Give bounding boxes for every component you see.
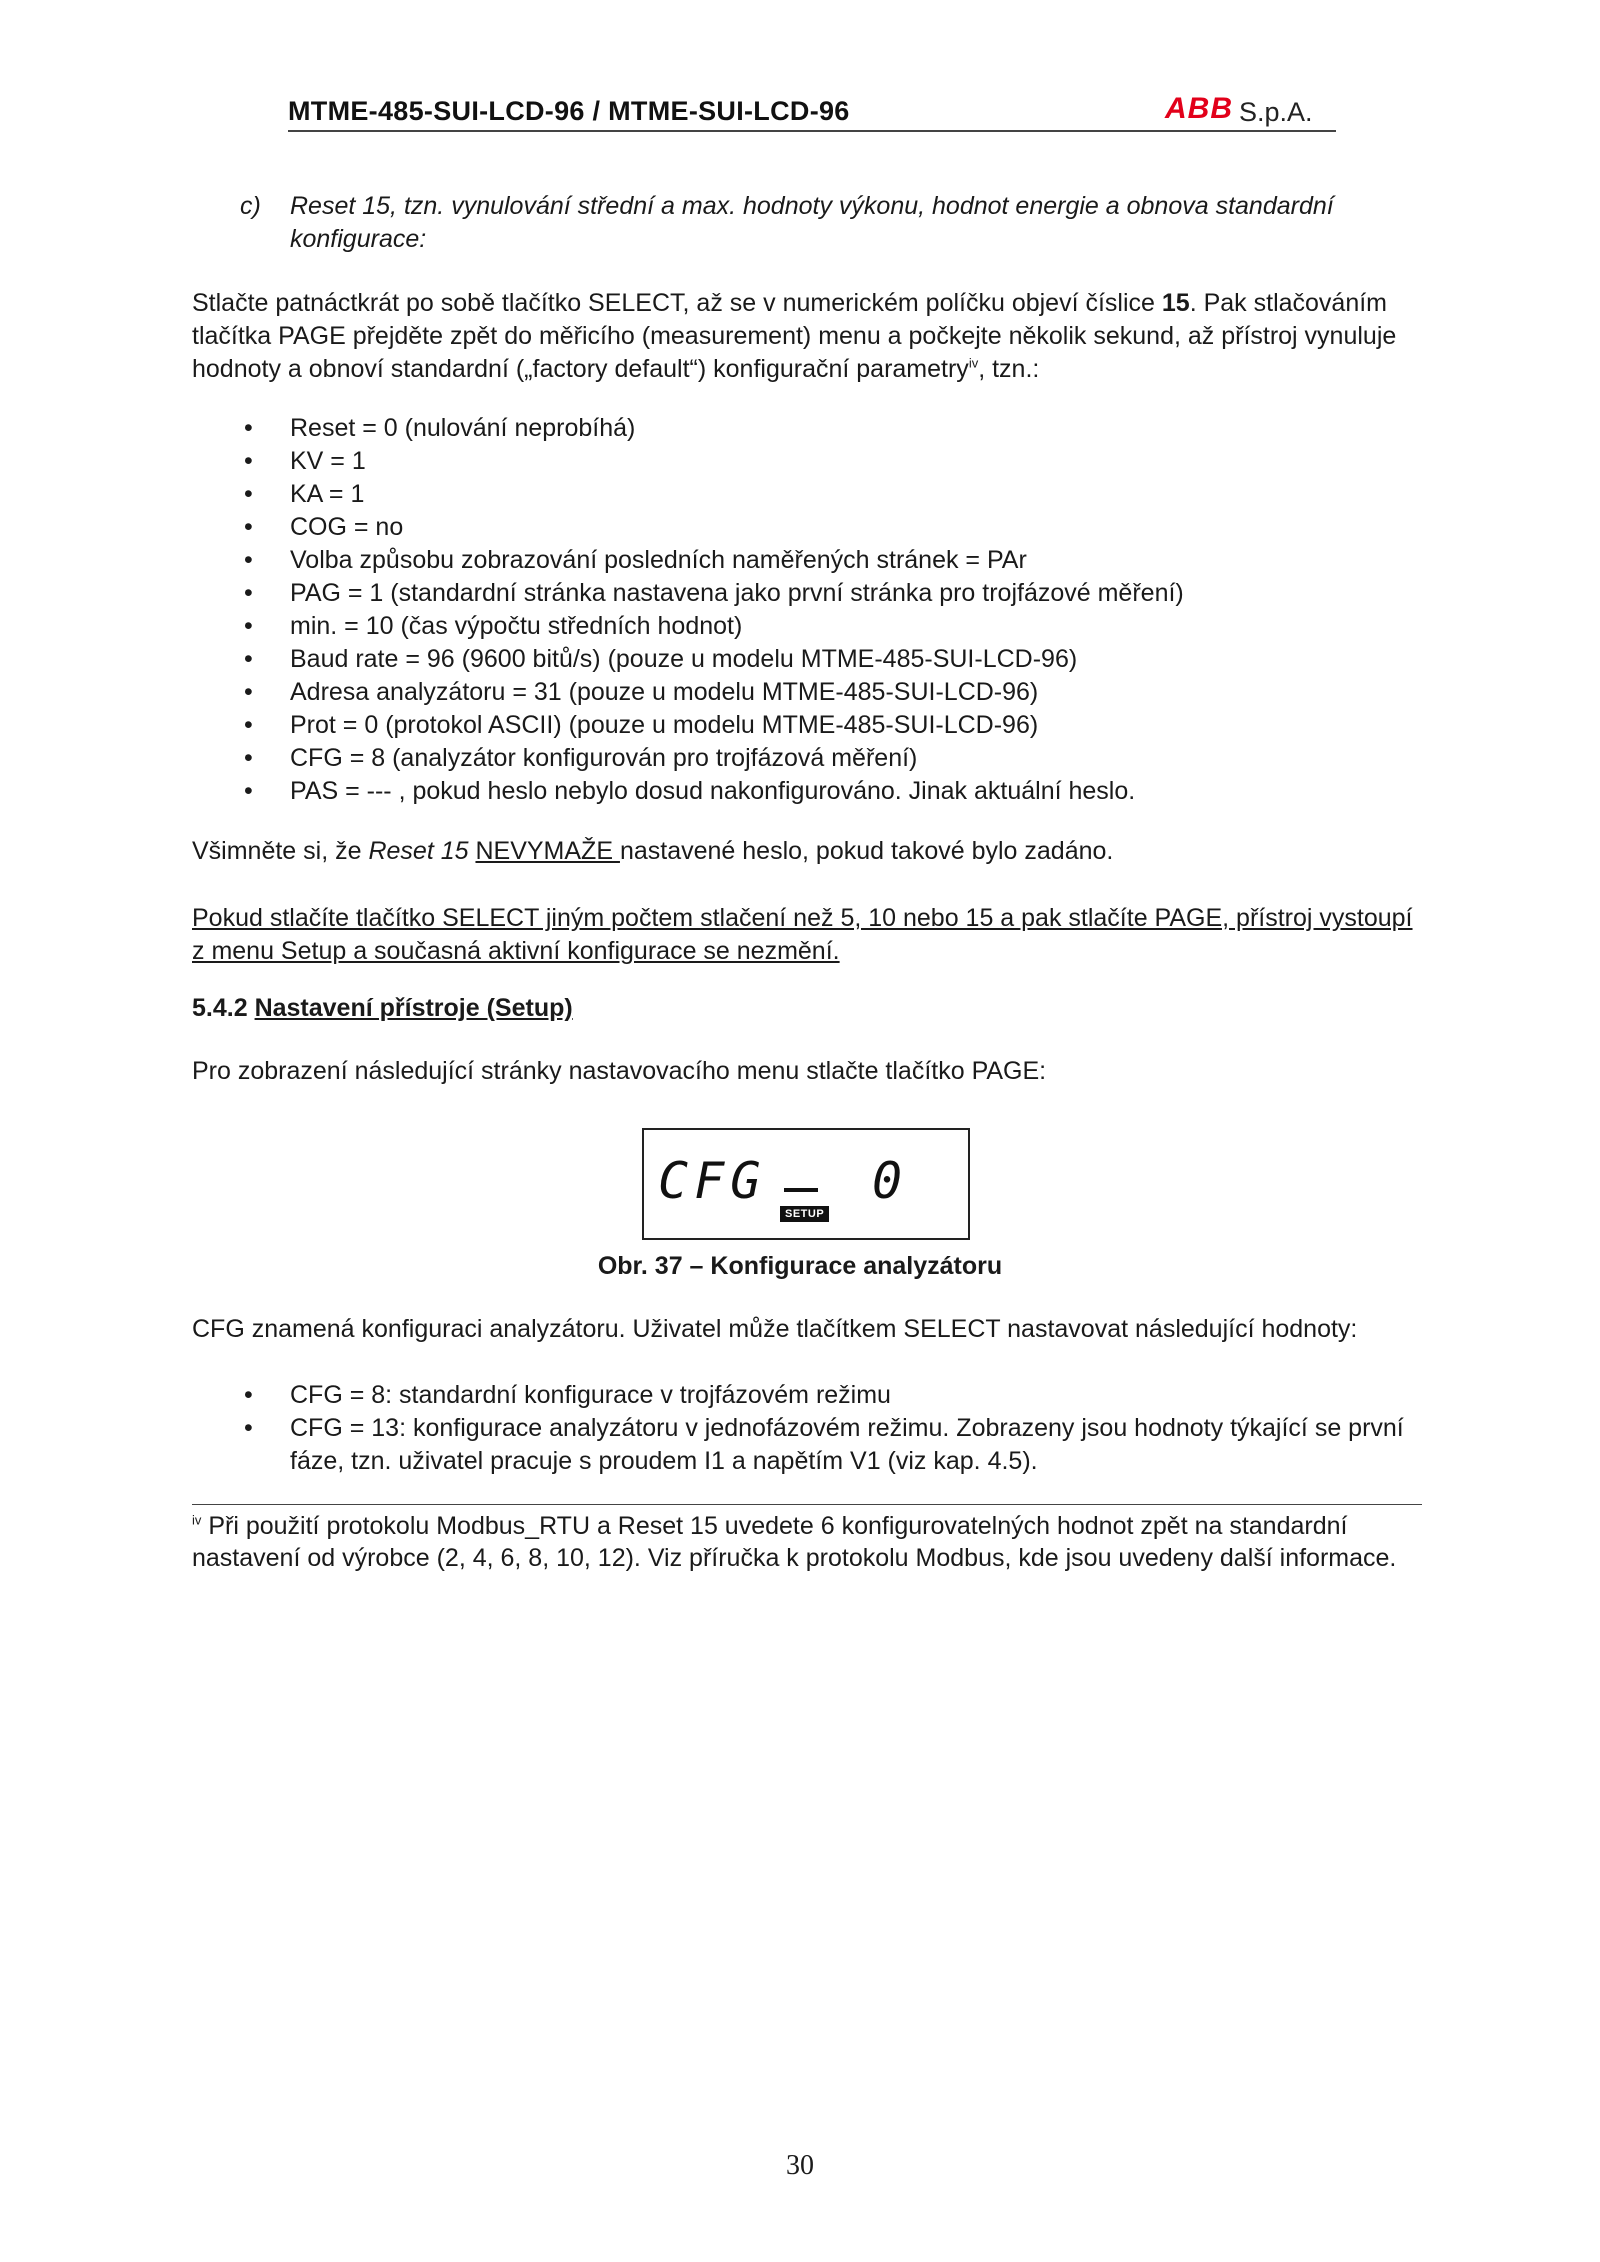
section-number: 5.4.2 — [192, 994, 255, 1022]
note-part3: nastavené heslo, pokud takové bylo zadáno. — [619, 837, 1114, 865]
list-item: • CFG = 8: standardní konfigurace v trojfázovém režimu — [240, 1379, 1420, 1412]
cfg-list — [240, 1379, 1420, 1478]
header-company-suffix: S.p.A. — [1239, 97, 1313, 127]
list-item: • Baud rate = 96 (9600 bitů/s) (pouze u modelu MTME-485-SUI-LCD-96) — [240, 643, 1420, 676]
list-item: • CFG = 8 (analyzátor konfigurován pro trojfázová měření) — [240, 742, 1420, 775]
reset-defaults-list — [240, 412, 1420, 808]
note-underlined: NEVYMAŽE — [475, 837, 620, 865]
footnote-rule — [192, 1504, 1422, 1505]
list-item: • min. = 10 (čas výpočtu středních hodnot) — [240, 610, 1420, 643]
paragraph-reset-part2: . Pak stlačováním tlačítka PAGE přejděte zpět do měřicího (measurement) menu a počkejte několik sekund, až přístroj vynuluje hodnoty a obnoví standardní („factory default“) konfigurační parametry — [192, 289, 1397, 383]
paragraph-reset-bold: 15 — [1161, 289, 1190, 317]
item-c-label: c) — [240, 192, 261, 220]
page-number: 30 — [786, 2150, 814, 2181]
list-item: • PAS = --- , pokud heslo nebylo dosud nakonfigurováno. Jinak aktuální heslo. — [240, 775, 1420, 808]
lcd-value: 0 — [872, 1152, 903, 1210]
section-title: Nastavení přístroje (Setup) — [254, 994, 573, 1022]
footnote-text: Při použití protokolu Modbus_RTU a Reset 15 uvedete 6 konfigurovatelných hodnot zpět na standardní nastavení od výrobce (2, 4, 6, 8, 10, 12). Viz příručka k protokolu Modbus, kde jsou uvedeny další informace. — [192, 1512, 1397, 1572]
footnote-ref: iv — [968, 355, 979, 371]
footnote — [192, 1510, 1422, 1574]
paragraph-reset-part1: Stlačte patnáctkrát po sobě tlačítko SELECT, až se v numerickém políčku objeví číslice — [192, 289, 1162, 317]
list-item: • COG = no — [240, 511, 1420, 544]
item-c-text: Reset 15, tzn. vynulování střední a max. hodnoty výkonu, hodnot energie a obnova standardní konfigurace: — [290, 192, 1334, 253]
footnote-marker: iv — [192, 1512, 202, 1528]
paragraph-reset — [192, 287, 1422, 386]
warning-paragraph: Pokud stlačíte tlačítko SELECT jiným počtem stlačení než 5, 10 nebo 15 a pak stlačíte PAGE, přístroj vystoupí z menu Setup a současná aktivní konfigurace se nezmění. — [192, 904, 1413, 965]
note-part1: Všimněte si, že — [192, 837, 369, 865]
list-item: • Adresa analyzátoru = 31 (pouze u modelu MTME-485-SUI-LCD-96) — [240, 676, 1420, 709]
header-title: MTME-485-SUI-LCD-96 / MTME-SUI-LCD-96 — [288, 96, 850, 126]
paragraph-page: Pro zobrazení následující stránky nastavovacího menu stlačte tlačítko PAGE: — [192, 1057, 1047, 1085]
lcd-display — [642, 1128, 970, 1240]
lcd-segment — [784, 1188, 818, 1192]
list-item: • PAG = 1 (standardní stránka nastavena jako první stránka pro trojfázové měření) — [240, 577, 1420, 610]
section-heading — [192, 992, 1422, 1025]
lcd-setup-tag: SETUP — [780, 1206, 829, 1222]
list-item: • Volba způsobu zobrazování posledních naměřených stránek = PAr — [240, 544, 1420, 577]
note-password — [192, 835, 1422, 868]
paragraph-reset-part3: , tzn.: — [978, 355, 1040, 383]
lcd-label: CFG — [658, 1152, 767, 1210]
list-item: • KV = 1 — [240, 445, 1420, 478]
list-item: • Prot = 0 (protokol ASCII) (pouze u modelu MTME-485-SUI-LCD-96) — [240, 709, 1420, 742]
list-item: • KA = 1 — [240, 478, 1420, 511]
paragraph-cfg: CFG znamená konfiguraci analyzátoru. Uživatel může tlačítkem SELECT nastavovat následující hodnoty: — [192, 1315, 1358, 1343]
list-item: • Reset = 0 (nulování neprobíhá) — [240, 412, 1420, 445]
header-rule — [288, 130, 1336, 132]
figure-caption: Obr. 37 – Konfigurace analyzátoru — [597, 1252, 1003, 1280]
abb-logo: ABB — [1165, 92, 1233, 125]
note-italic: Reset 15 — [368, 837, 469, 865]
list-item: • CFG = 13: konfigurace analyzátoru v jednofázovém režimu. Zobrazeny jsou hodnoty týkající se první fáze, tzn. uživatel pracuje s proudem I1 a napětím V1 (viz kap. 4.5). — [240, 1412, 1420, 1478]
